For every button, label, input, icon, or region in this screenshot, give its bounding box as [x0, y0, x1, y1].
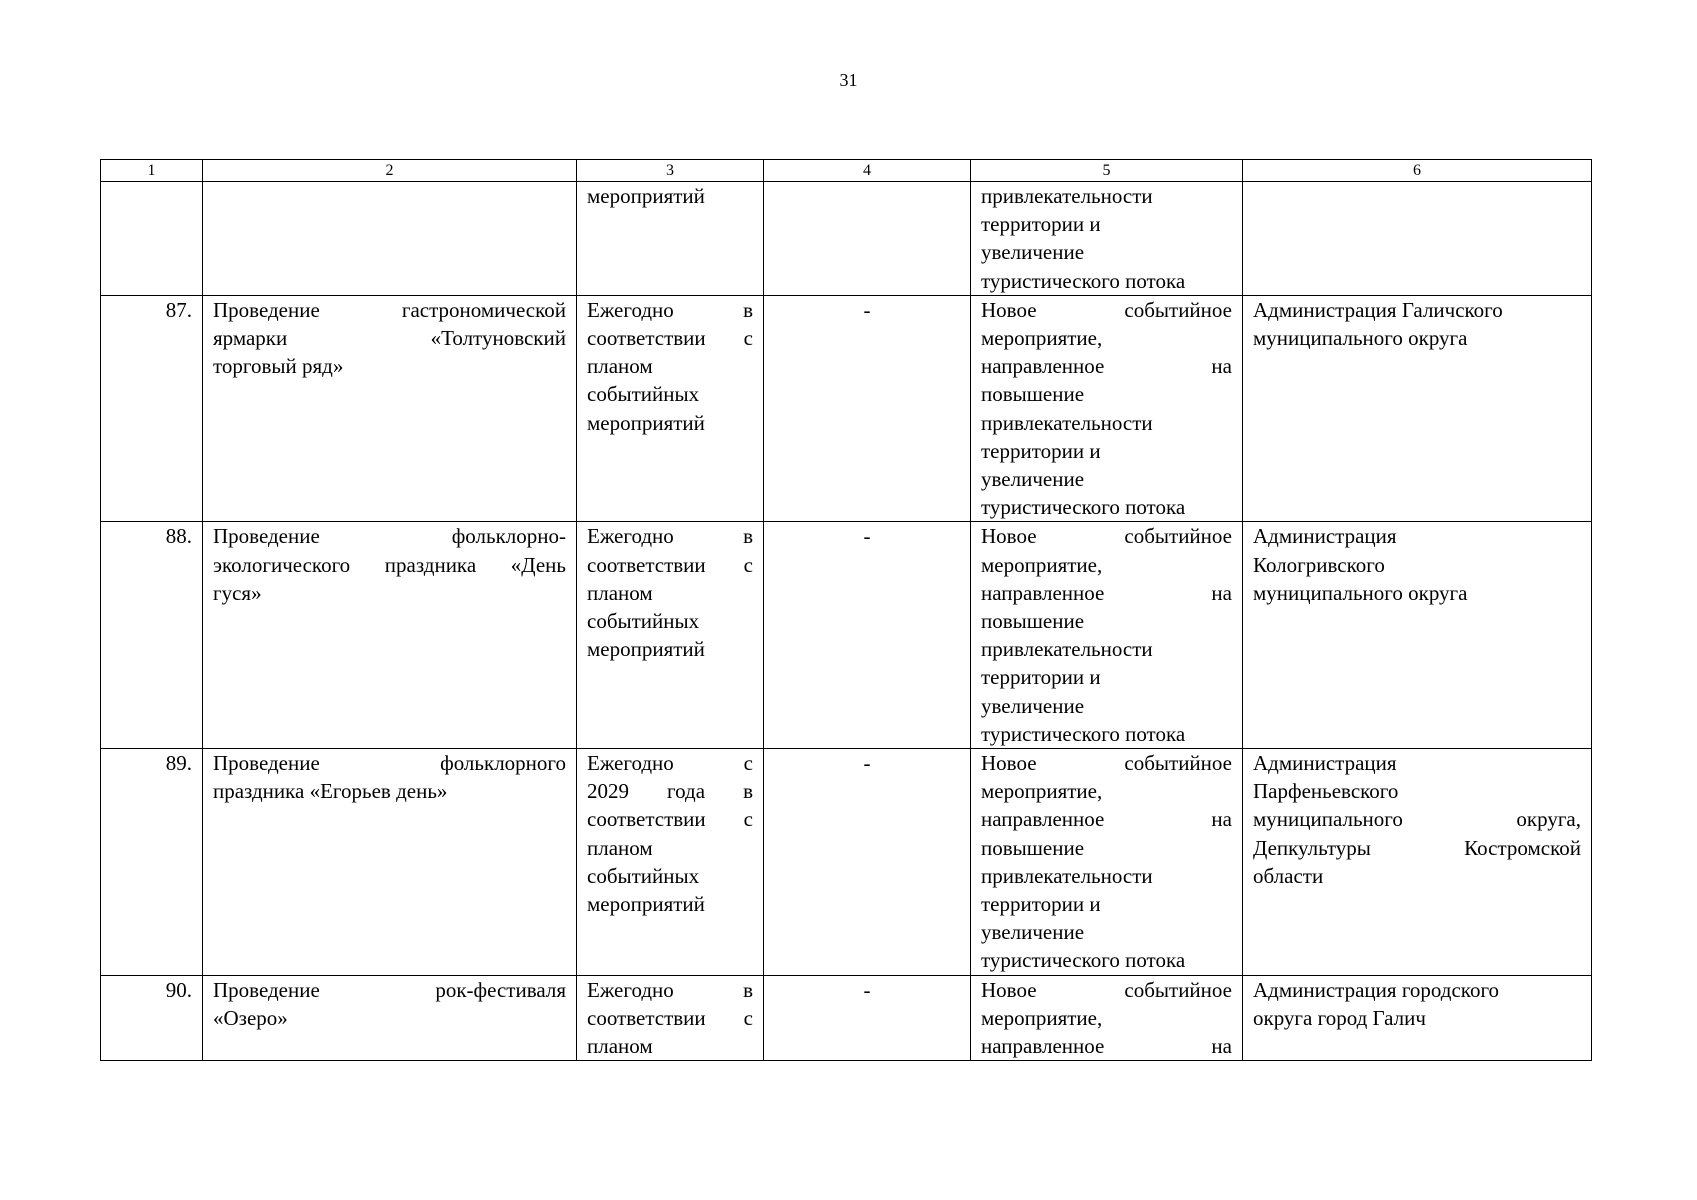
- cell-line: событийных: [587, 609, 700, 634]
- cell-line: Проведение рок-фестиваля: [213, 977, 566, 1002]
- cell-line: Проведение гастрономической: [213, 297, 566, 322]
- cell-line: Депкультуры Костромской: [1253, 835, 1581, 860]
- cell-line: мероприятий: [587, 410, 705, 435]
- column-number-cell: 6: [1243, 160, 1592, 182]
- term-cell: [577, 522, 764, 749]
- cell-line: мероприятий: [587, 184, 705, 208]
- cell-line: муниципального округа,: [1253, 807, 1581, 832]
- cell-line: праздника «Егорьев день»: [213, 779, 448, 804]
- table-row: [101, 749, 1592, 976]
- cell-line: направленное на: [981, 580, 1232, 605]
- cell-line: увеличение: [981, 920, 1085, 945]
- term-cell: [577, 295, 764, 522]
- cell-line: привлекательности: [981, 863, 1153, 888]
- cell-line: направленное на: [981, 354, 1232, 379]
- cell-line: территории и: [981, 212, 1101, 237]
- responsible-cell: [1243, 182, 1592, 296]
- cell-line: территории и: [981, 665, 1101, 690]
- cell-line: планом: [587, 354, 653, 379]
- result-cell: [971, 182, 1243, 296]
- cell-line: торговый ряд»: [213, 354, 344, 379]
- cell-line: событийных: [587, 863, 700, 888]
- cell-line: Проведение фольклорного: [213, 751, 566, 776]
- cell-line: Проведение фольклорно-: [213, 524, 566, 549]
- column-number-cell: 5: [971, 160, 1243, 182]
- cell-line: соответствии с: [587, 552, 753, 577]
- column-number-cell: 4: [764, 160, 971, 182]
- result-cell: [971, 295, 1243, 522]
- cell-line: Администрация городского: [1253, 977, 1500, 1002]
- cell-line: территории и: [981, 892, 1101, 917]
- number-cell: [101, 182, 203, 296]
- cell-line: Администрация Галичского: [1253, 297, 1503, 322]
- cell-line: Кологривского: [1253, 552, 1385, 577]
- cell-line: Ежегодно в: [587, 524, 753, 549]
- row-number-cell: 90.: [101, 975, 203, 1061]
- responsible-cell: [1243, 975, 1592, 1061]
- cell-line: увеличение: [981, 693, 1085, 718]
- cell-line: Ежегодно с: [587, 751, 753, 776]
- cell-line: мероприятие,: [981, 779, 1103, 804]
- cell-line: планом: [587, 580, 653, 605]
- row-number-cell: 87.: [101, 295, 203, 522]
- cell-line: туристического потока: [981, 948, 1186, 973]
- cell-line: 2029 года в: [587, 779, 753, 804]
- cell-line: туристического потока: [981, 495, 1186, 520]
- cell-line: мероприятий: [587, 892, 705, 917]
- term-cell: [577, 749, 764, 976]
- row-number-cell: 88.: [101, 522, 203, 749]
- page-number: 31: [839, 70, 858, 90]
- cell-line: Администрация: [1253, 524, 1397, 549]
- cell-line: Новое событийное: [981, 977, 1232, 1002]
- cell-line: мероприятие,: [981, 326, 1103, 351]
- column-number-row: [101, 160, 1592, 182]
- events-table: [100, 159, 1592, 1061]
- cell-line: повышение: [981, 609, 1085, 634]
- result-cell: [971, 975, 1243, 1061]
- cell-line: муниципального округа: [1253, 580, 1468, 605]
- column-number-cell: 2: [203, 160, 577, 182]
- cell-line: ярмарки «Толтуновский: [213, 326, 566, 351]
- cell-line: повышение: [981, 835, 1085, 860]
- cell-line: планом: [587, 1034, 653, 1059]
- table-row: [101, 975, 1592, 1061]
- column-4-cell: [764, 182, 971, 296]
- column-4-cell: -: [764, 522, 971, 749]
- cell-line: муниципального округа: [1253, 326, 1468, 351]
- cell-line: привлекательности: [981, 410, 1153, 435]
- term-cell: [577, 975, 764, 1061]
- column-4-cell: -: [764, 295, 971, 522]
- column-4-cell: -: [764, 975, 971, 1061]
- table-row: [101, 522, 1592, 749]
- title-cell: [203, 295, 577, 522]
- cell-line: мероприятие,: [981, 552, 1103, 577]
- cell-line: Новое событийное: [981, 297, 1232, 322]
- cell-line: экологического праздника «День: [213, 552, 566, 577]
- table-row: [101, 295, 1592, 522]
- cell-line: территории и: [981, 438, 1101, 463]
- responsible-cell: [1243, 749, 1592, 976]
- cell-line: «Озеро»: [213, 1005, 288, 1030]
- cell-line: туристического потока: [981, 721, 1186, 746]
- cell-line: привлекательности: [981, 637, 1153, 662]
- cell-line: мероприятие,: [981, 1005, 1103, 1030]
- cell-line: направленное на: [981, 807, 1232, 832]
- cell-line: области: [1253, 863, 1324, 888]
- title-cell: [203, 749, 577, 976]
- cell-line: Ежегодно в: [587, 977, 753, 1002]
- table-body: [101, 295, 1592, 1060]
- responsible-cell: [1243, 522, 1592, 749]
- cell-line: событийных: [587, 382, 700, 407]
- cell-line: Новое событийное: [981, 751, 1232, 776]
- cell-line: мероприятий: [587, 637, 705, 662]
- cell-line: соответствии с: [587, 326, 753, 351]
- cell-line: туристического потока: [981, 268, 1186, 293]
- cell-line: увеличение: [981, 240, 1085, 265]
- responsible-cell: [1243, 295, 1592, 522]
- cell-line: Новое событийное: [981, 524, 1232, 549]
- cell-line: Парфеньевского: [1253, 779, 1399, 804]
- column-number-cell: 3: [577, 160, 764, 182]
- term-cell: [577, 182, 764, 296]
- result-cell: [971, 749, 1243, 976]
- title-cell: [203, 182, 577, 296]
- cell-line: округа город Галич: [1253, 1005, 1426, 1030]
- cell-line: привлекательности: [981, 184, 1153, 208]
- title-cell: [203, 522, 577, 749]
- cell-line: Ежегодно в: [587, 297, 753, 322]
- cell-line: соответствии с: [587, 807, 753, 832]
- result-cell: [971, 522, 1243, 749]
- row-number-cell: 89.: [101, 749, 203, 976]
- cell-line: повышение: [981, 382, 1085, 407]
- cell-line: планом: [587, 835, 653, 860]
- continuation-row: [101, 182, 1592, 296]
- cell-line: увеличение: [981, 467, 1085, 492]
- cell-line: Администрация: [1253, 751, 1397, 776]
- column-number-cell: 1: [101, 160, 203, 182]
- cell-line: направленное на: [981, 1034, 1232, 1059]
- cell-line: соответствии с: [587, 1005, 753, 1030]
- title-cell: [203, 975, 577, 1061]
- column-4-cell: -: [764, 749, 971, 976]
- cell-line: гуся»: [213, 580, 262, 605]
